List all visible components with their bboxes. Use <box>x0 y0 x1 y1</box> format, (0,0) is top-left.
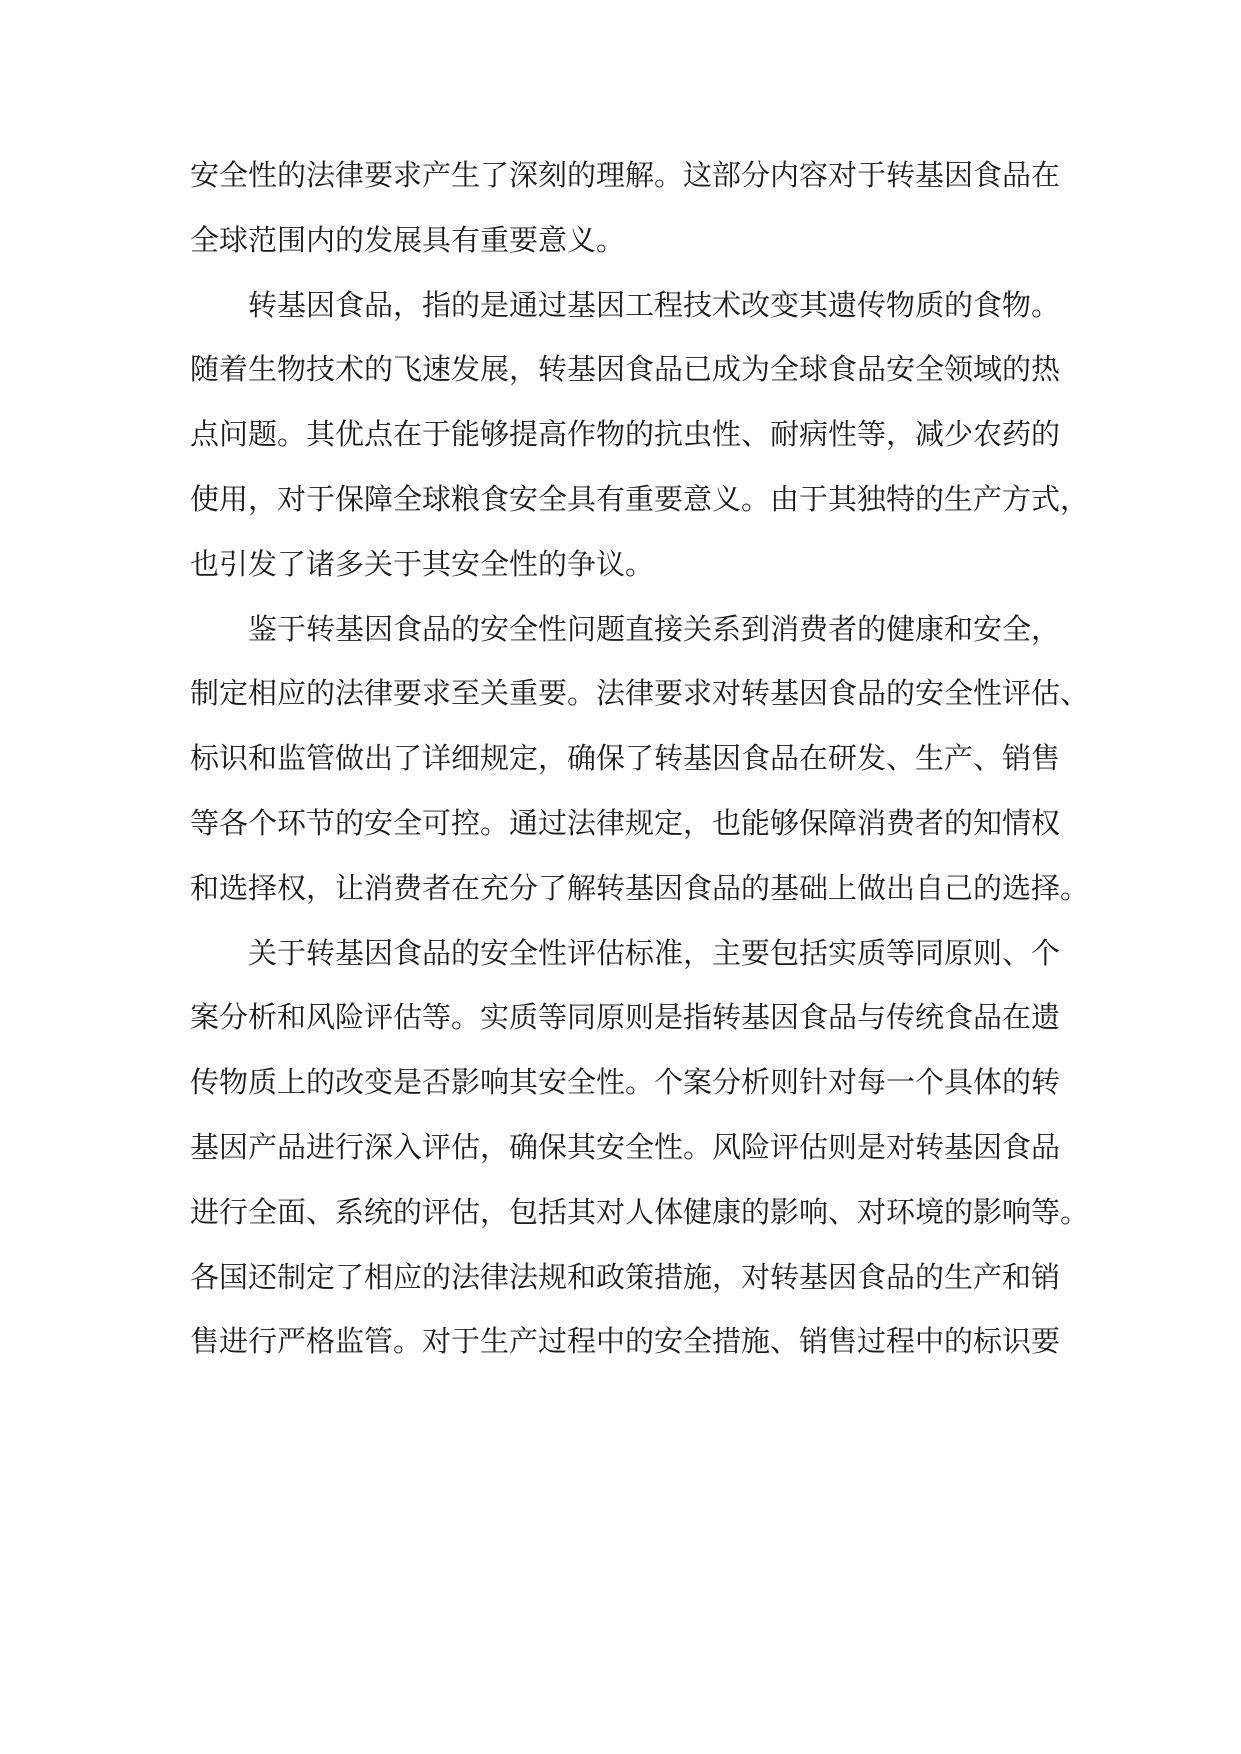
paragraph-1 <box>190 143 1061 273</box>
text-line: 随着生物技术的飞速发展，转基因食品已成为全球食品安全领域的热 <box>190 352 1061 387</box>
text-line: 标识和监管做出了详细规定，确保了转基因食品在研发、生产、销售 <box>190 741 1061 776</box>
text-line: 使用，对于保障全球粮食安全具有重要意义。由于其独特的生产方式， <box>190 481 1090 516</box>
text-line: 点问题。其优点在于能够提高作物的抗虫性、耐病性等，减少农药的 <box>190 417 1061 452</box>
paragraph-3 <box>190 597 1090 921</box>
text-line: 转基因食品，指的是通过基因工程技术改变其遗传物质的食物。 <box>248 287 1061 322</box>
text-line: 各国还制定了相应的法律法规和政策措施，对转基因食品的生产和销 <box>190 1259 1061 1294</box>
text-line: 也引发了诸多关于其安全性的争议。 <box>190 546 655 581</box>
text-line: 售进行严格监管。对于生产过程中的安全措施、销售过程中的标识要 <box>190 1324 1061 1359</box>
paragraph-2 <box>190 273 1090 597</box>
text-line: 案分析和风险评估等。实质等同原则是指转基因食品与传统食品在遗 <box>190 1000 1061 1035</box>
text-line: 进行全面、系统的评估，包括其对人体健康的影响、对环境的影响等。 <box>190 1194 1090 1229</box>
body-text <box>190 143 1090 1374</box>
text-line: 制定相应的法律要求至关重要。法律要求对转基因食品的安全性评估、 <box>190 676 1090 711</box>
text-line: 安全性的法律要求产生了深刻的理解。这部分内容对于转基因食品在 <box>190 158 1061 192</box>
text-line: 传物质上的改变是否影响其安全性。个案分析则针对每一个具体的转 <box>190 1065 1061 1100</box>
text-line: 鉴于转基因食品的安全性问题直接关系到消费者的健康和安全， <box>248 611 1061 646</box>
text-line: 和选择权，让消费者在充分了解转基因食品的基础上做出自己的选择。 <box>190 870 1090 905</box>
paragraph-4 <box>190 921 1090 1375</box>
text-line: 全球范围内的发展具有重要意义。 <box>190 222 626 257</box>
text-line: 关于转基因食品的安全性评估标准，主要包括实质等同原则、个 <box>248 935 1061 970</box>
text-line: 等各个环节的安全可控。通过法律规定，也能够保障消费者的知情权 <box>190 805 1061 840</box>
text-line: 基因产品进行深入评估，确保其安全性。风险评估则是对转基因食品 <box>190 1129 1061 1164</box>
